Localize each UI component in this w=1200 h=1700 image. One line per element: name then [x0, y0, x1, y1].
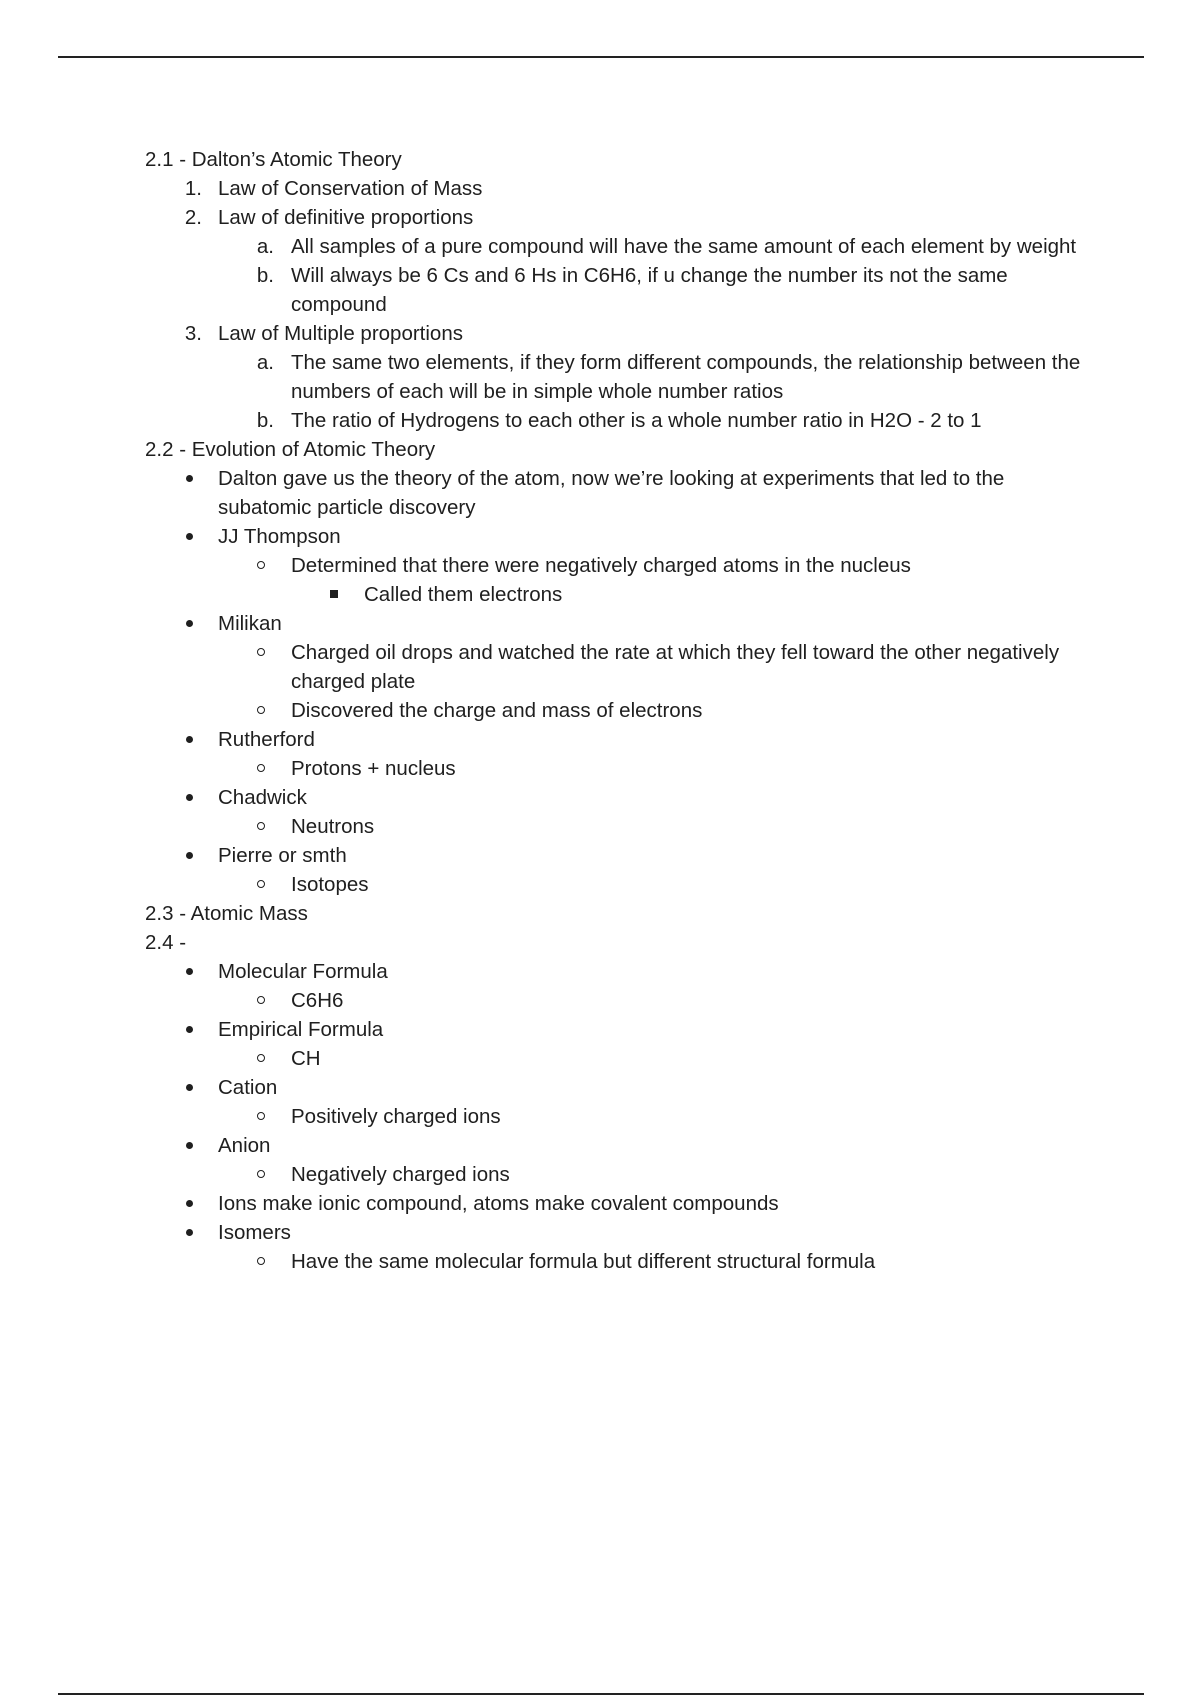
bullet-item [0, 1218, 1200, 1247]
item-text: Determined that there were negatively charged atoms in the nucleus [291, 554, 911, 577]
bullet-circle-icon [254, 754, 268, 783]
sub-bullet-item [0, 870, 1200, 899]
item-text: Positively charged ions [291, 1105, 501, 1128]
item-letter: a. [256, 351, 274, 374]
bullet-dot-icon [182, 957, 196, 986]
item-text: Dalton gave us the theory of the atom, now we’re looking at experiments that led to the subatomic particle discovery [218, 467, 1005, 519]
sub-bullet-item [0, 1044, 1200, 1073]
item-text: Molecular Formula [218, 960, 388, 983]
bullet-circle-icon [254, 1102, 268, 1131]
item-text: CH [291, 1047, 321, 1070]
numbered-item [0, 203, 1200, 232]
bullet-square-icon [327, 580, 341, 609]
bullet-item [0, 957, 1200, 986]
item-text: Have the same molecular formula but different structural formula [291, 1250, 876, 1273]
bullet-item [0, 783, 1200, 812]
bullet-dot-icon [182, 464, 196, 493]
bullet-item [0, 522, 1200, 551]
item-text: Will always be 6 Cs and 6 Hs in C6H6, if u change the number its not the same compound [291, 264, 1008, 316]
item-text: Milikan [218, 612, 282, 635]
section-heading: 2.3 - Atomic Mass [145, 902, 308, 925]
item-text: Empirical Formula [218, 1018, 384, 1041]
bullet-circle-icon [254, 638, 268, 667]
section-heading: 2.4 - [145, 931, 187, 954]
bullet-item [0, 1015, 1200, 1044]
item-text: Isotopes [291, 873, 369, 896]
bullet-circle-icon [254, 696, 268, 725]
notes-document [0, 145, 1200, 1276]
lettered-item [0, 261, 1200, 319]
item-number: 1. [184, 177, 202, 200]
item-text: Cation [218, 1076, 278, 1099]
bullet-circle-icon [254, 551, 268, 580]
sub-sub-bullet-item [0, 580, 1200, 609]
section-heading: 2.1 - Dalton’s Atomic Theory [145, 148, 402, 171]
bullet-item [0, 841, 1200, 870]
item-text: Isomers [218, 1221, 291, 1244]
bullet-item [0, 609, 1200, 638]
item-letter: a. [256, 235, 274, 258]
item-text: Neutrons [291, 815, 375, 838]
item-text: Anion [218, 1134, 271, 1157]
item-text: Called them electrons [364, 583, 563, 606]
bullet-circle-icon [254, 1160, 268, 1189]
bullet-circle-icon [254, 870, 268, 899]
item-text: JJ Thompson [218, 525, 341, 548]
sub-bullet-item [0, 754, 1200, 783]
item-text: Protons + nucleus [291, 757, 456, 780]
item-number: 3. [184, 322, 202, 345]
bullet-item [0, 1189, 1200, 1218]
item-text: Pierre or smth [218, 844, 347, 867]
item-number: 2. [184, 206, 202, 229]
bullet-item [0, 1073, 1200, 1102]
sub-bullet-item [0, 551, 1200, 580]
bottom-rule [58, 1693, 1144, 1695]
item-text: Law of Conservation of Mass [218, 177, 483, 200]
sub-bullet-item [0, 1160, 1200, 1189]
item-text: Discovered the charge and mass of electrons [291, 699, 703, 722]
item-text: The ratio of Hydrogens to each other is a whole number ratio in H2O - 2 to 1 [291, 409, 982, 432]
item-letter: b. [256, 409, 274, 432]
bullet-dot-icon [182, 725, 196, 754]
lettered-item [0, 232, 1200, 261]
bullet-dot-icon [182, 522, 196, 551]
item-text: Ions make ionic compound, atoms make covalent compounds [218, 1192, 779, 1215]
bullet-circle-icon [254, 812, 268, 841]
item-text: C6H6 [291, 989, 344, 1012]
item-letter: b. [256, 264, 274, 287]
bullet-dot-icon [182, 1218, 196, 1247]
bullet-dot-icon [182, 609, 196, 638]
bullet-circle-icon [254, 1044, 268, 1073]
item-text: Law of definitive proportions [218, 206, 474, 229]
numbered-item [0, 174, 1200, 203]
bullet-dot-icon [182, 841, 196, 870]
lettered-item [0, 406, 1200, 435]
section-heading: 2.2 - Evolution of Atomic Theory [145, 438, 436, 461]
item-text: The same two elements, if they form different compounds, the relationship between the numbers of each will be in simple whole number ratios [291, 351, 1081, 403]
sub-bullet-item [0, 812, 1200, 841]
bullet-dot-icon [182, 1131, 196, 1160]
item-text: Chadwick [218, 786, 307, 809]
sub-bullet-item [0, 1102, 1200, 1131]
item-text: Law of Multiple proportions [218, 322, 463, 345]
item-text: Rutherford [218, 728, 315, 751]
bullet-dot-icon [182, 783, 196, 812]
sub-bullet-item [0, 1247, 1200, 1276]
bullet-dot-icon [182, 1189, 196, 1218]
sub-bullet-item [0, 696, 1200, 725]
bullet-dot-icon [182, 1073, 196, 1102]
bullet-item [0, 464, 1200, 522]
numbered-item [0, 319, 1200, 348]
lettered-item [0, 348, 1200, 406]
bullet-dot-icon [182, 1015, 196, 1044]
sub-bullet-item [0, 986, 1200, 1015]
item-text: Charged oil drops and watched the rate at which they fell toward the other negatively charged plate [291, 641, 1060, 693]
top-rule [58, 56, 1144, 58]
sub-bullet-item [0, 638, 1200, 696]
bullet-circle-icon [254, 1247, 268, 1276]
item-text: All samples of a pure compound will have the same amount of each element by weight [291, 235, 1077, 258]
item-text: Negatively charged ions [291, 1163, 510, 1186]
bullet-item [0, 1131, 1200, 1160]
bullet-item [0, 725, 1200, 754]
bullet-circle-icon [254, 986, 268, 1015]
